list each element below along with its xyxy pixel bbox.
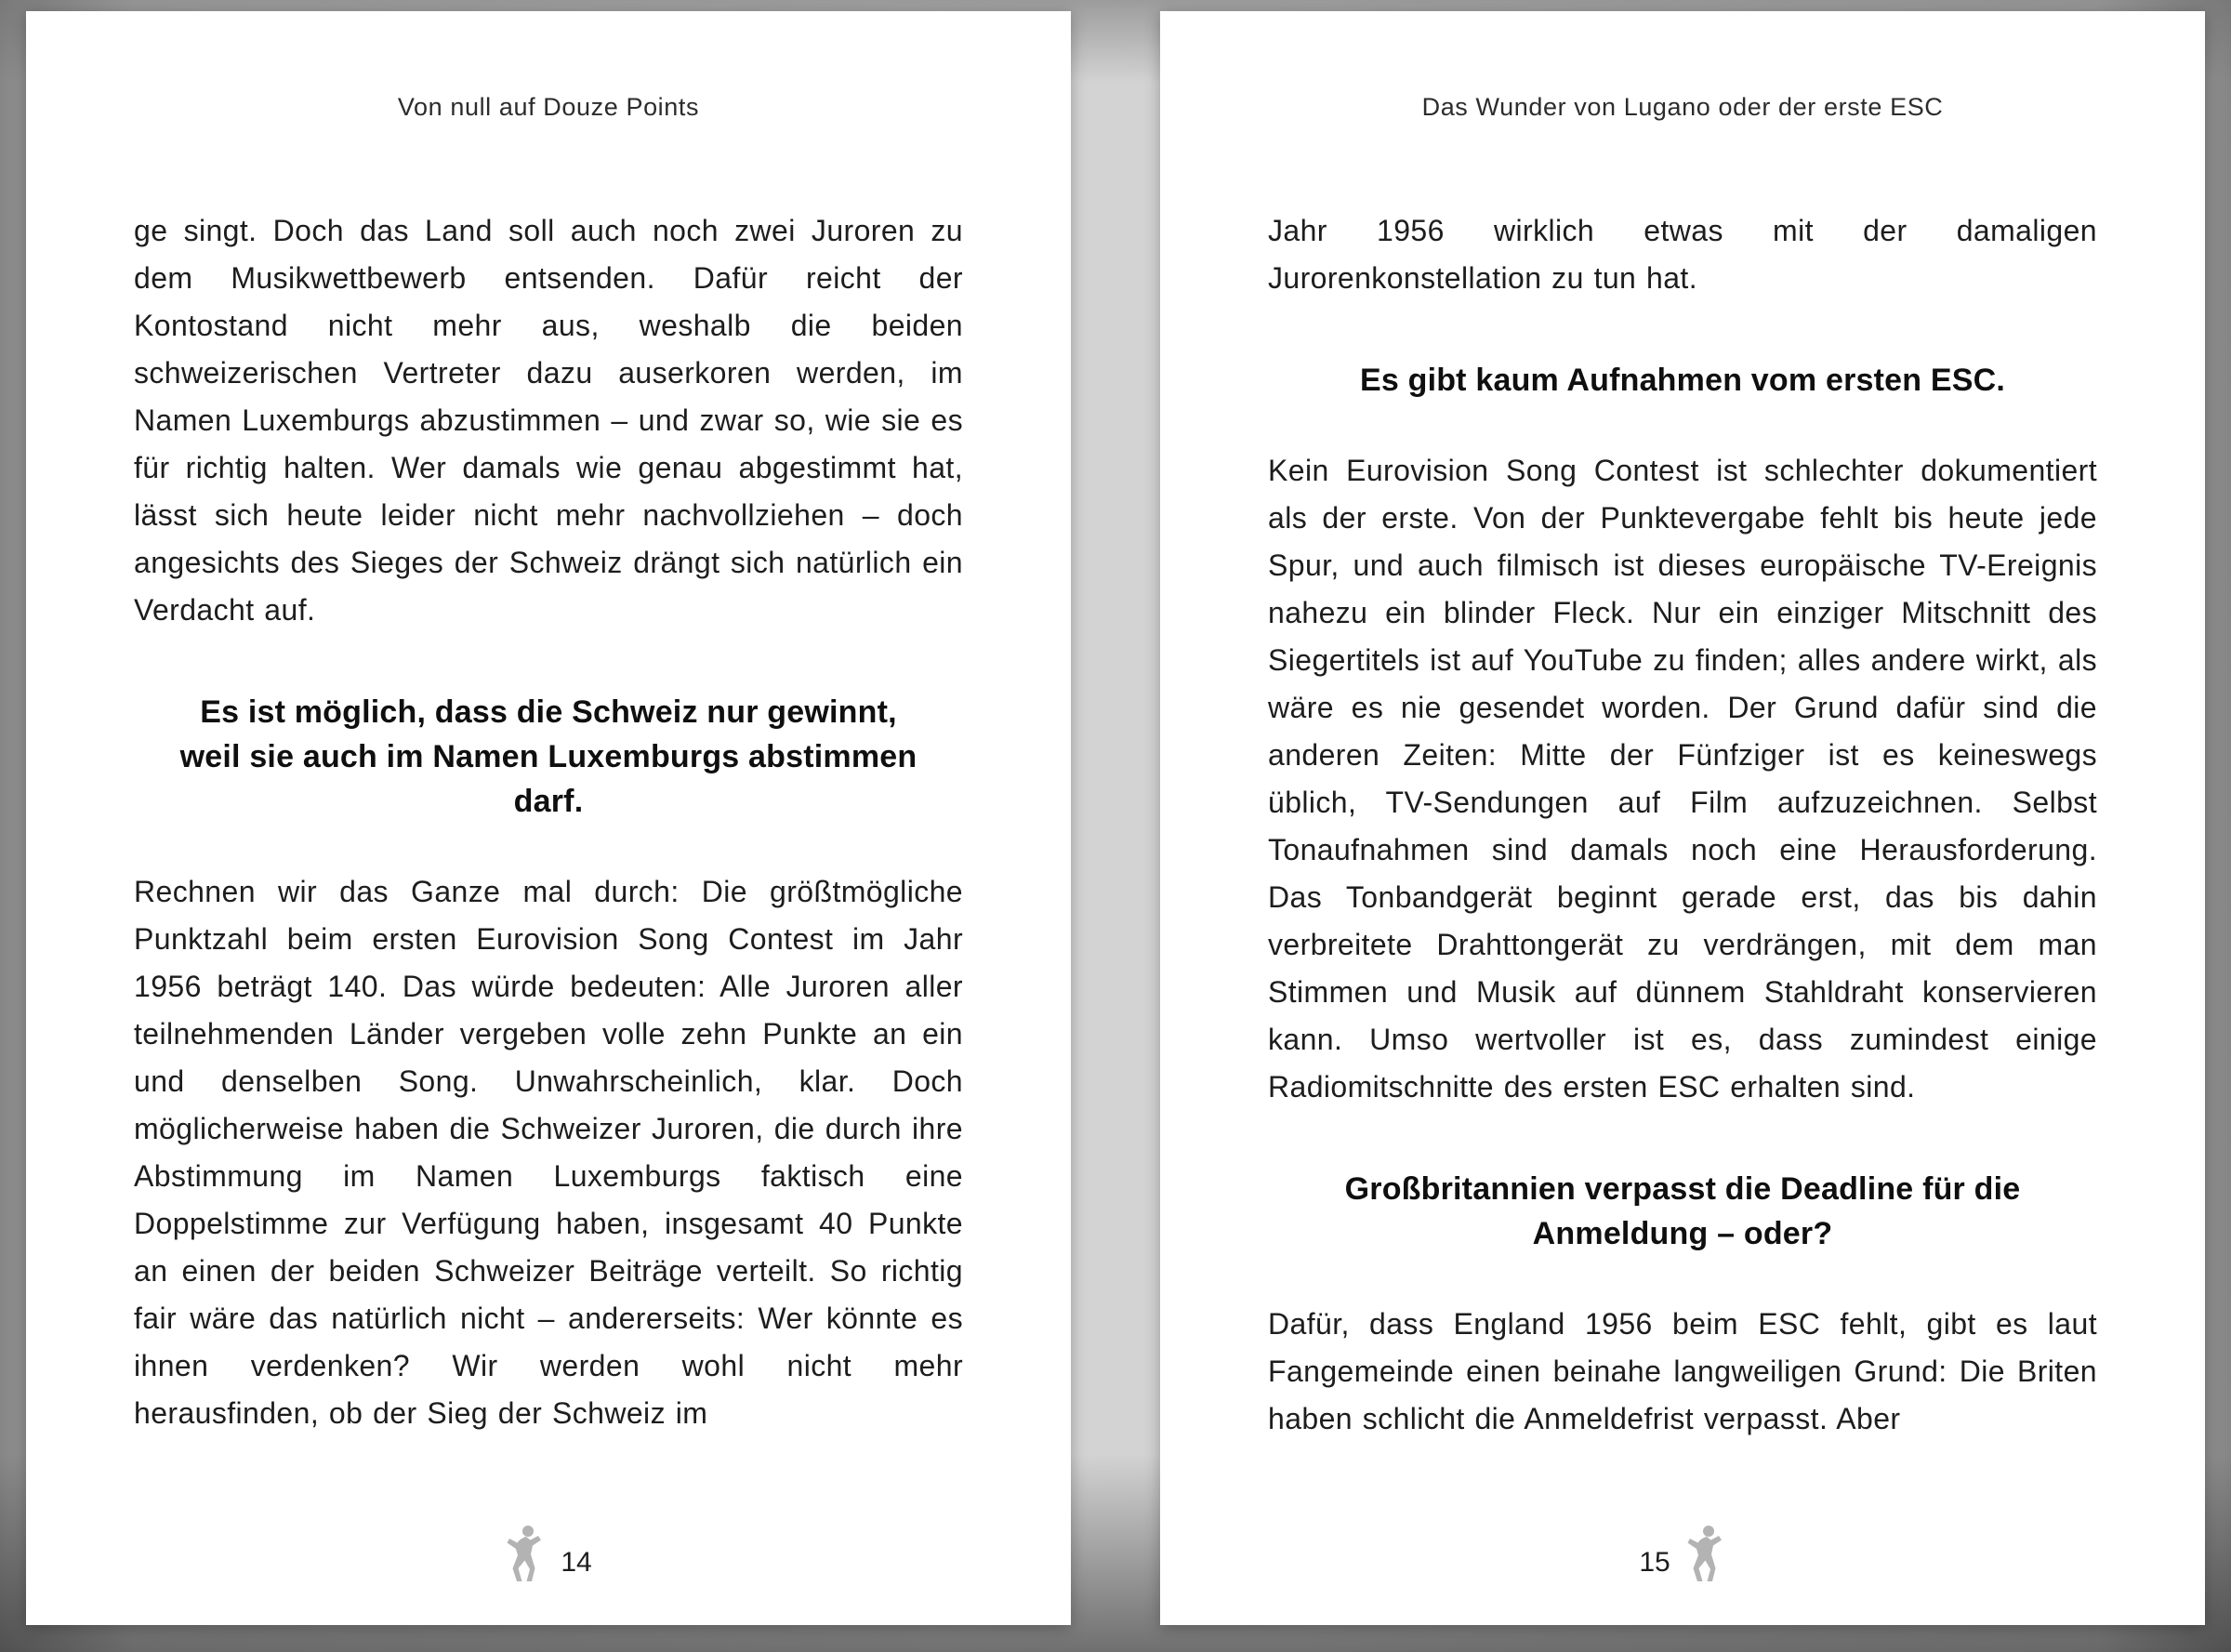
singer-figure-icon [505, 1525, 546, 1582]
left-page-footer [26, 1525, 1071, 1582]
left-paragraph-2: Rechnen wir das Ganze mal durch: Die größtmögliche Punktzahl beim ersten Eurovision Song Contest im Jahr 1956 beträgt 140. Das würde bedeuten: Alle Juroren aller teilnehmenden Länder vergeben volle zehn Punkte an ein und denselben Song. Unwahrscheinlich, klar. Doch möglicherweise haben die Schweizer Juroren, die durch ihre Abstimmung im Namen Luxemburgs faktisch eine Doppelstimme zur Verfügung haben, insgesamt 40 Punkte an einen der beiden Schweizer Beiträge verteilt. So richtig fair wäre das natürlich nicht – andererseits: Wer könnte es ihnen verdenken? Wir werden wohl nicht mehr herausfinden, ob der Sieg der Schweiz im [134, 875, 963, 1430]
left-section-heading: Es ist möglich, dass die Schweiz nur gewinnt, weil sie auch im Namen Luxemburgs abstimmen darf. [179, 694, 917, 819]
right-paragraph-2: Kein Eurovision Song Contest ist schlechter dokumentiert als der erste. Von der Punktevergabe fehlt bis heute jede Spur, und auch filmisch ist dieses europäische TV-Ereignis nahezu ein blinder Fleck. Nur ein einziger Mitschnitt des Siegertitels ist auf YouTube zu finden; alles andere wirkt, als wäre es nie gesendet worden. Der Grund dafür sind die anderen Zeiten: Mitte der Fünfziger ist es keineswegs üblich, TV-Sendungen auf Film aufzuzeichnen. Selbst Tonaufnahmen sind damals noch eine Herausforderung. Das Tonbandgerät beginnt gerade erst, das bis dahin verbreitete Drahttongerät zu verdrängen, mit dem man Stimmen und Musik auf dünnem Stahldraht konservieren kann. Umso wertvoller ist es, dass zumindest einige Radiomitschnitte des ersten ESC erhalten sind. [1268, 454, 2097, 1104]
right-paragraph-3: Dafür, dass England 1956 beim ESC fehlt, gibt es laut Fangemeinde einen beinahe langweiligen Grund: Die Briten haben schlicht die Anmeldefrist verpasst. Aber [1268, 1307, 2097, 1435]
left-paragraph-1: ge singt. Doch das Land soll auch noch zwei Juroren zu dem Musikwettbewerb entsenden. Dafür reicht der Kontostand nicht mehr aus, weshalb die beiden schweizerischen Vertreter dazu auserkoren werden, im Namen Luxemburgs abzustimmen – und zwar so, wie sie es für richtig halten. Wer damals wie genau abgestimmt hat, lässt sich heute leider nicht mehr nachvollziehen – doch angesichts des Sieges der Schweiz drängt sich natürlich ein Verdacht auf. [134, 214, 963, 627]
right-page-number: 15 [1639, 1547, 1670, 1578]
right-page [1160, 11, 2205, 1625]
left-page-number: 14 [561, 1547, 592, 1578]
right-page-footer [1160, 1525, 2205, 1582]
left-page [26, 11, 1071, 1625]
singer-figure-icon [1685, 1525, 1726, 1582]
right-section-heading-1: Es gibt kaum Aufnahmen vom ersten ESC. [1359, 363, 2006, 398]
right-section-heading-2: Großbritannien verpasst die Deadline für die Anmeldung – oder? [1344, 1171, 2021, 1251]
right-paragraph-1: Jahr 1956 wirklich etwas mit der damaligen Jurorenkonstellation zu tun hat. [1268, 214, 2097, 295]
right-running-header: Das Wunder von Lugano oder der erste ESC [1421, 93, 1944, 121]
left-running-header: Von null auf Douze Points [397, 93, 700, 121]
